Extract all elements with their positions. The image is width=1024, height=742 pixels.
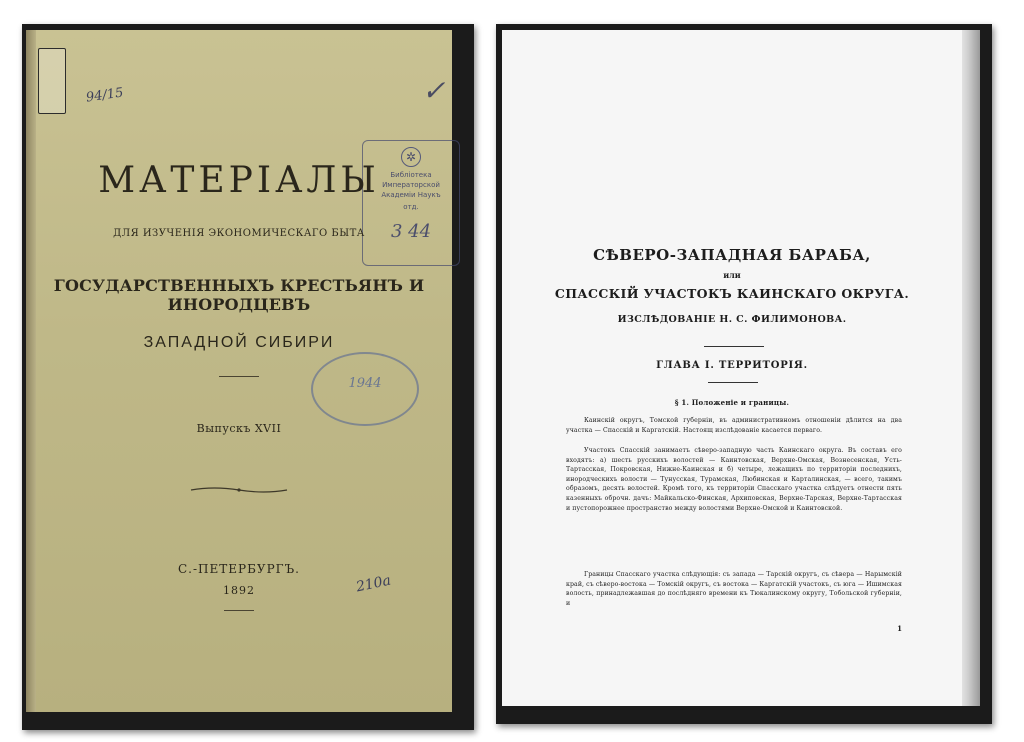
cover-issue: Выпускъ XVII [196,422,282,435]
cover-city: С.-ПЕТЕРБУРГЪ. [178,562,300,576]
book-cover [26,30,452,712]
cover-divider [224,610,254,611]
cover-divider [219,376,259,377]
page-number: 1 [897,624,902,633]
paragraph: Каинскій округъ, Томской губерніи, въ административномъ отношеніи дѣлится на два участка — Спасскій и Каргатскій. Настоящ изслѣдованіе касается перваго. [566,417,902,434]
page-rule [708,382,758,383]
stamp-line: Академіи Наукъ [381,191,441,199]
handwritten-shelfmark: 94/15 [85,85,125,106]
page-subtitle: СПАССКІЙ УЧАСТОКЪ КАИНСКАГО ОКРУГА. [554,286,910,301]
stamp-number: 3 44 [391,221,432,242]
paragraph: Участокъ Спасскій занимаетъ сѣверо-западную часть Каинскаго округа. Въ составъ его входятъ: а) шесть русскихъ волостей — Каинтовская, Верхне-Омская, Вознесенская, Усть-Тартасская, Покровская, Нижне-Каинская и б) четыре, лежащихъ по территоріи последнихъ, инородческихъ волости — Тунусская, Турамская, Любинская и Карталинская, — всего, такимъ образомъ, десять волостей. Кромѣ того, къ территоріи Спасскаго участка слѣдуетъ отнести пять казенныхъ оброчн. дачъ: Майкальско-Финская, Архиповская, Верхне-Тарская, Верхне-Тартасская и пустопорожнее пространство между волостями Верхне-Омской и Каинтовской. [566,447,902,512]
page-title: СѢВЕРО-ЗАПАДНАЯ БАРАБА, [593,246,871,264]
library-stamp-rectangle [362,140,460,266]
page-author: ИЗСЛѢДОВАНІЕ Н. С. ФИЛИМОНОВА. [617,314,847,325]
cover-spine-edge [26,30,36,712]
cover-title: МАТЕРІАЛЫ [98,160,380,201]
cover-subtitle-line1: ДЛЯ ИЗУЧЕНІЯ ЭКОНОМИЧЕСКАГО БЫТА [113,228,365,239]
checkmark-icon: ✓ [422,74,446,107]
stamp-line: отд. [403,203,419,211]
stamp-line: Императорской [382,181,440,189]
stamp-oval-number: 1944 [348,376,382,391]
stamp-line: Библіотека [390,171,432,179]
cover-year: 1892 [223,584,255,597]
stamp-emblem-icon: ✲ [401,147,421,167]
handwritten-number: 210а [354,572,393,596]
text-page [502,30,962,706]
library-stamp-oval [311,352,419,426]
cover-subtitle-line2: ГОСУДАРСТВЕННЫХЪ КРЕСТЬЯНЪ И ИНОРОДЦЕВЪ [53,276,425,314]
paragraph: Границы Спасскаго участка слѣдующія: съ запада — Тарскій округъ, съ сѣвера — Нарымскій край, съ сѣверо-востока — Томскій округъ, съ востока — Каргатскій участокъ, съ юга — Ишимская волость, принадлежавшая до послѣдняго времени къ Тюкалинскому округу, Тобольской губерніи, и [566,571,902,607]
chapter-heading: ГЛАВА I. ТЕРРИТОРІЯ. [656,360,808,371]
section-heading: § 1. Положеніе и границы. [674,398,790,407]
cover-subtitle-line3: ЗАПАДНОЙ СИБИРИ [143,334,335,351]
page-ili: или [723,270,741,280]
page-stack-edge [960,30,980,706]
shelf-label-tag [38,48,66,114]
page-rule [704,346,764,347]
ornament-divider-icon [189,486,289,494]
